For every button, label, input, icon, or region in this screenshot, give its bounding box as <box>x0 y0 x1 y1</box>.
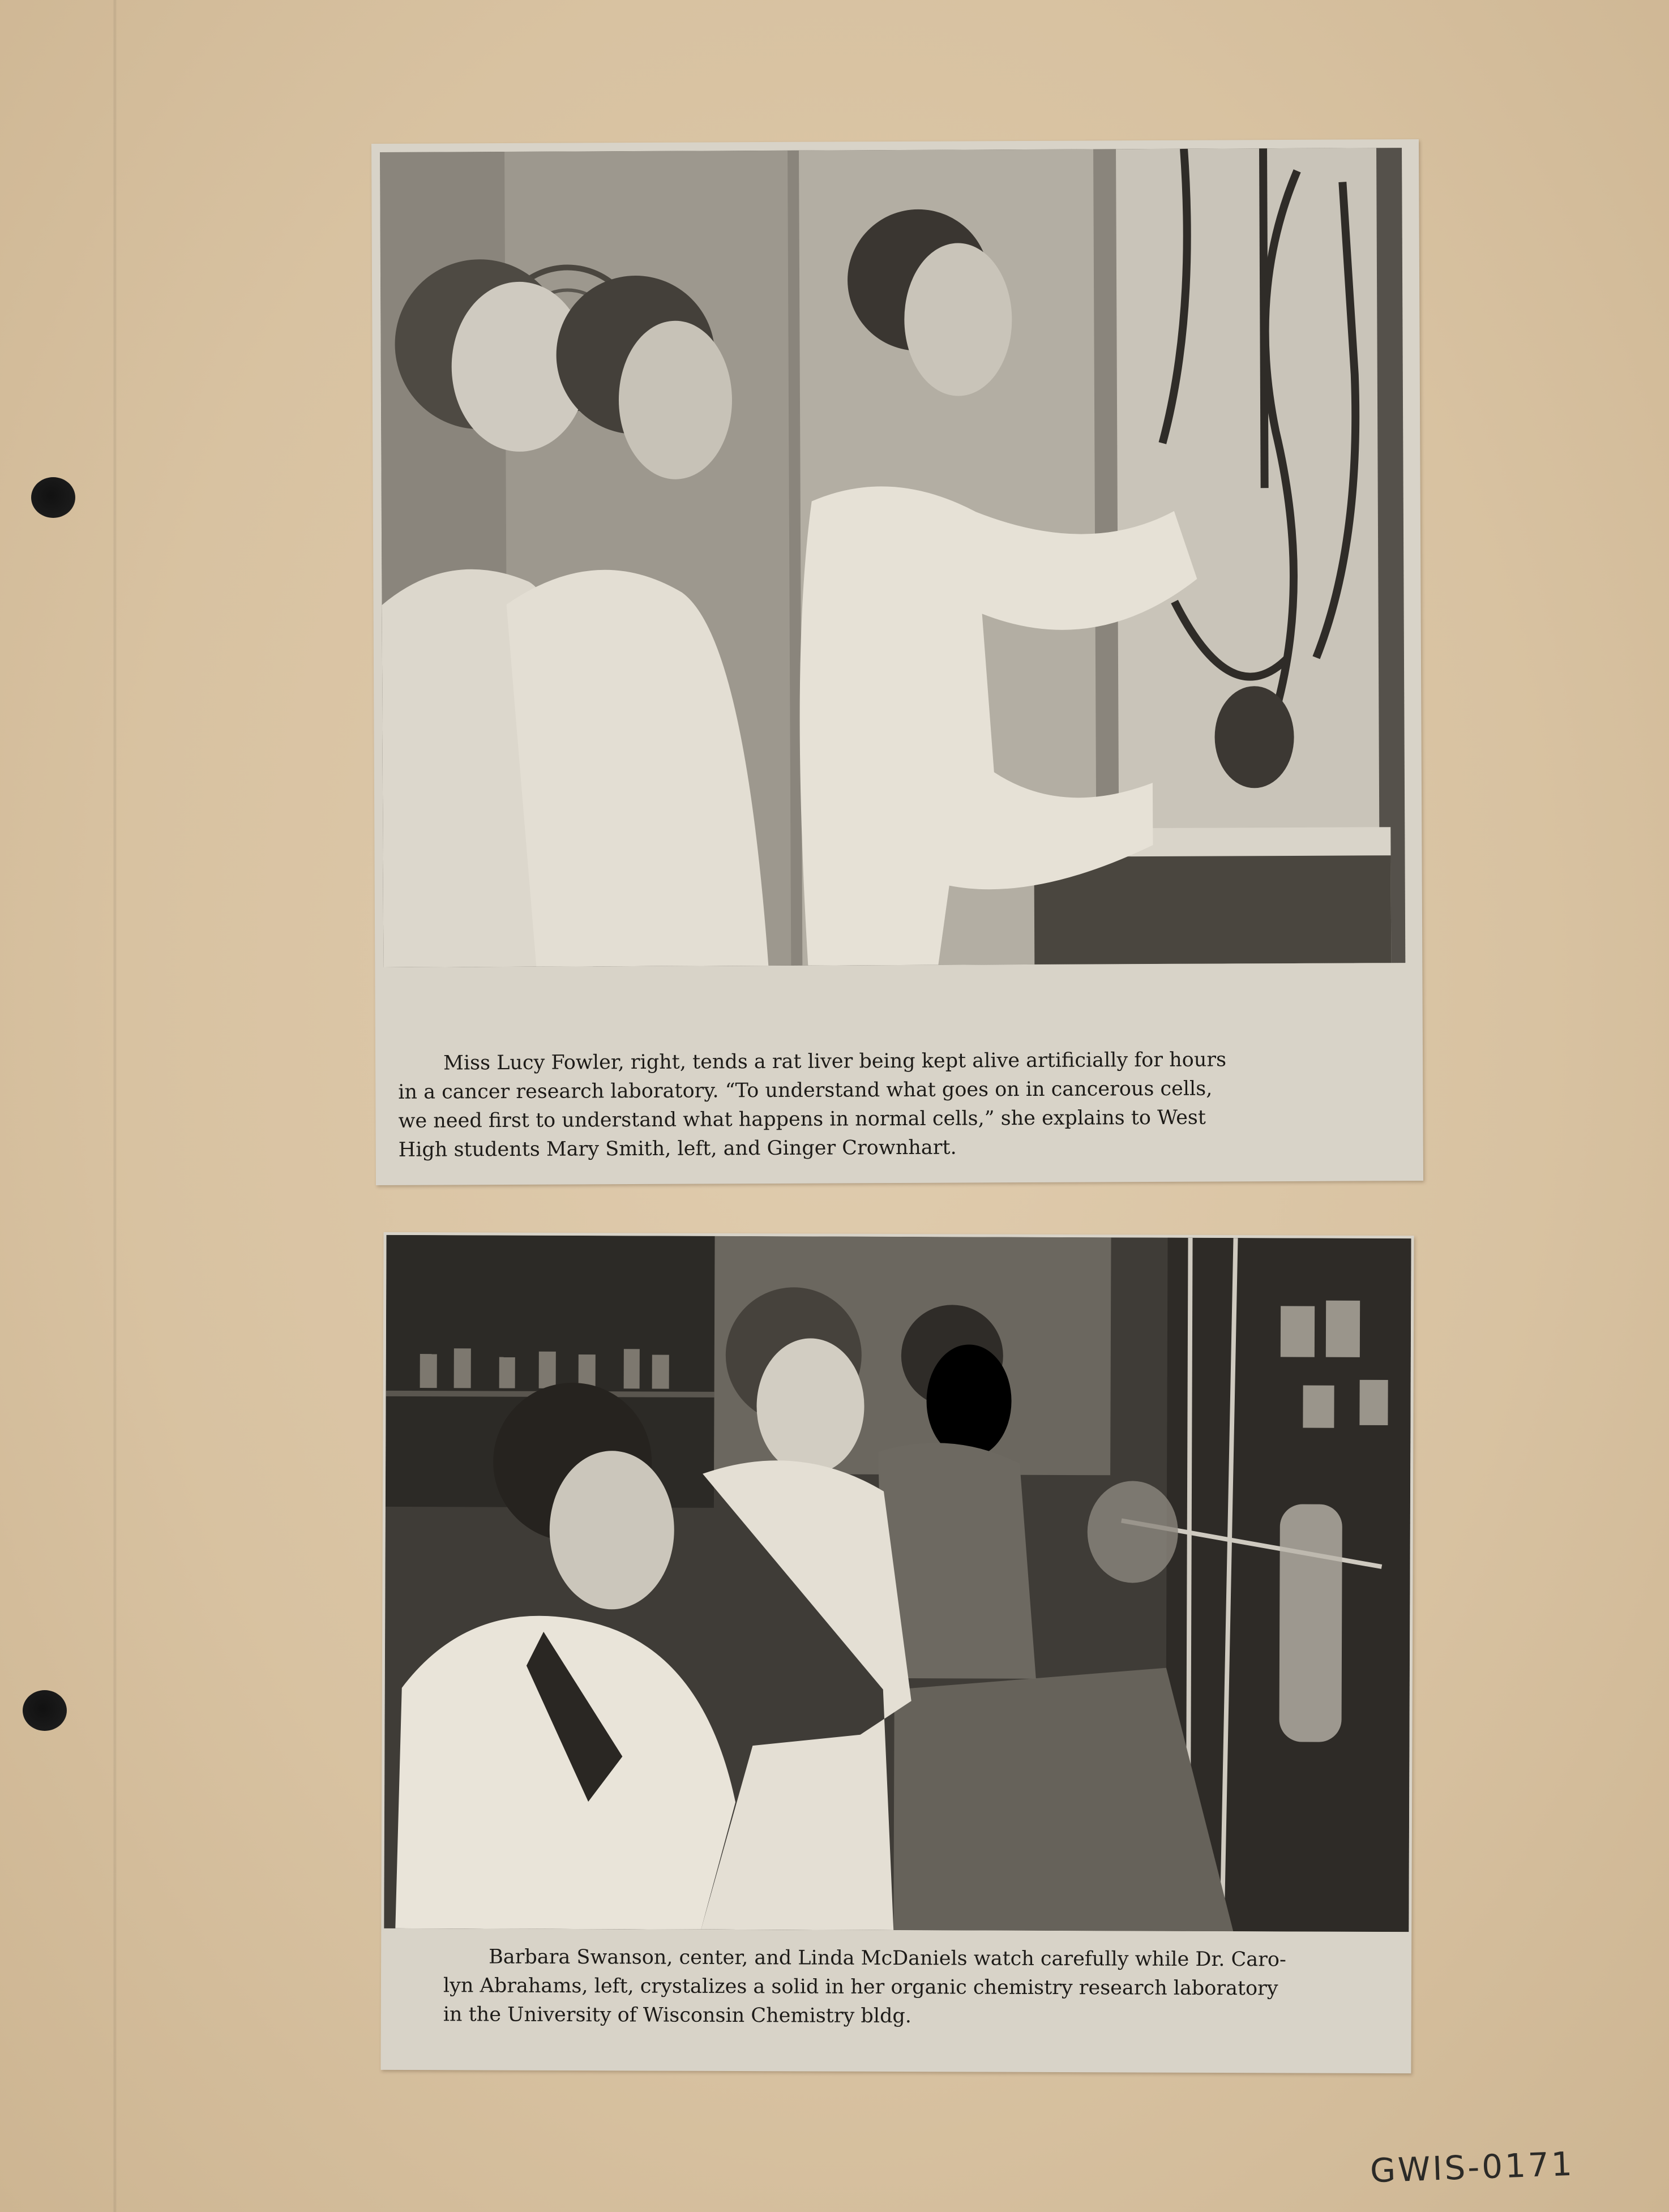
lab-photo-1 <box>380 148 1405 967</box>
caption-2-line-1: Barbara Swanson, center, and Linda McDaniels watch carefully while Dr. Caro- <box>489 1945 1286 1971</box>
lab-photo-2-illustration <box>384 1235 1411 1932</box>
punch-hole-top <box>31 477 75 518</box>
caption-1-line-1: Miss Lucy Fowler, right, tends a rat liver being kept alive artificially for hours <box>443 1048 1227 1075</box>
caption-1-line-3: we need first to understand what happens in normal cells,” she explains to West <box>398 1106 1206 1133</box>
lab-photo-2 <box>384 1235 1411 1932</box>
caption-1-line-4: High students Mary Smith, left, and Ginger Crownhart. <box>398 1136 957 1161</box>
punch-hole-bottom <box>23 1690 67 1731</box>
caption-2-line-2: lyn Abrahams, left, crystalizes a solid in her organic chemistry research laboratory <box>443 1974 1278 2000</box>
lab-photo-1-illustration <box>380 148 1405 967</box>
newspaper-clipping-1 <box>371 139 1423 1185</box>
caption-2-line-3: in the University of Wisconsin Chemistry bldg. <box>443 2003 912 2028</box>
page-fold <box>113 0 117 2212</box>
photo-caption-2 <box>443 1943 1333 2032</box>
newspaper-clipping-2 <box>380 1232 1414 2073</box>
caption-1-line-2: in a cancer research laboratory. “To understand what goes on in cancerous cells, <box>398 1077 1213 1104</box>
photo-caption-1 <box>398 1045 1344 1165</box>
handwritten-catalog-number: GWIS-0171 <box>1369 2144 1575 2190</box>
